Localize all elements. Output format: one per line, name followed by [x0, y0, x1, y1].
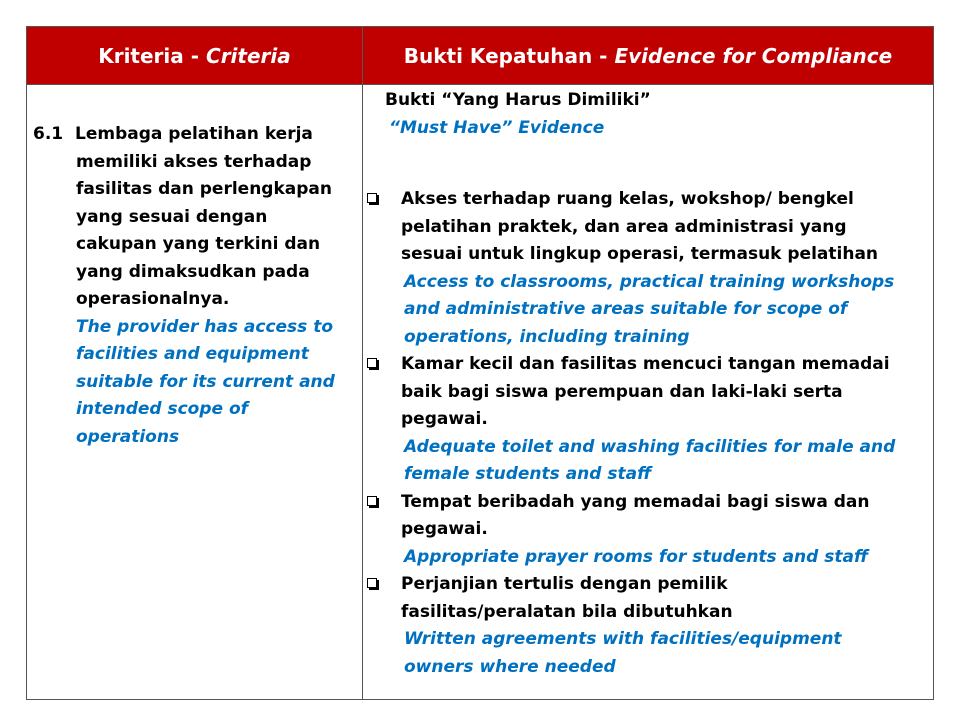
evidence-line: Perjanjian tertulis dengan pemilik [401, 574, 728, 594]
checkbox-bullet-icon [367, 496, 377, 506]
evidence-heading: Bukti “Yang Harus Dimiliki” [385, 90, 651, 110]
evidence-line: pelatihan praktek, dan area administrasi yang [401, 216, 847, 237]
evidence-line: Kamar kecil dan fasilitas mencuci tangan memadai [401, 354, 890, 374]
criteria-cell [33, 121, 358, 451]
header-criteria [27, 27, 362, 85]
criterion-line [33, 121, 358, 149]
column-divider [362, 27, 363, 699]
evidence-english-line: operations, including training [404, 326, 690, 347]
evidence-cell [367, 85, 933, 681]
criterion-english-line: intended scope of [76, 399, 249, 419]
header-evidence [363, 27, 933, 85]
criterion-line: yang dimaksudkan pada [76, 261, 310, 282]
compliance-table [26, 26, 934, 700]
criterion-line: yang sesuai dengan [76, 206, 268, 227]
evidence-english-line: Adequate toilet and washing facilities for male and [404, 436, 896, 457]
header-evidence-italic: Evidence for Compliance [614, 44, 893, 68]
criterion-line: fasilitas dan perlengkapan [76, 179, 332, 199]
evidence-line: pegawai. [401, 409, 488, 429]
evidence-item [367, 186, 933, 351]
evidence-english-line: and administrative areas suitable for scope of [404, 299, 848, 319]
checkbox-bullet-icon [367, 358, 377, 368]
evidence-line: fasilitas/peralatan bila dibutuhkan [401, 601, 733, 622]
evidence-line: sesuai untuk lingkup operasi, termasuk pelatihan [401, 244, 879, 264]
evidence-heading-english: “Must Have” Evidence [389, 117, 605, 138]
evidence-item [367, 489, 933, 572]
criterion-english-line: facilities and equipment [76, 344, 309, 364]
evidence-english-line: female students and staff [404, 464, 652, 484]
criterion-number: 6.1 [33, 124, 64, 144]
evidence-line: Tempat beribadah yang memadai bagi siswa dan [401, 491, 870, 512]
checkbox-bullet-icon [367, 193, 377, 203]
criterion-english-line: operations [76, 426, 180, 447]
evidence-line: Akses terhadap ruang kelas, wokshop/ bengkel [401, 189, 854, 209]
criterion-line: cakupan yang terkini dan [76, 234, 321, 254]
evidence-english-line: owners where needed [404, 656, 616, 677]
evidence-line: baik bagi siswa perempuan dan laki-laki serta [401, 381, 843, 402]
header-criteria-italic: Criteria [206, 44, 291, 68]
criterion-line: memiliki akses terhadap [76, 151, 312, 172]
criterion-text: Lembaga pelatihan kerja [75, 124, 313, 144]
evidence-english-line: Written agreements with facilities/equipment [404, 629, 842, 649]
header-evidence-label: Bukti Kepatuhan - [403, 44, 615, 68]
evidence-english-line: Appropriate prayer rooms for students and staff [404, 546, 869, 567]
criterion-line: operasionalnya. [76, 289, 230, 309]
criterion-english-line: suitable for its current and [76, 371, 335, 392]
table-header [27, 27, 933, 85]
criterion-english-line: The provider has access to [76, 316, 334, 337]
checkbox-bullet-icon [367, 578, 377, 588]
evidence-english-line: Access to classrooms, practical training workshops [404, 271, 895, 292]
header-criteria-label: Kriteria - [98, 44, 207, 68]
evidence-item [367, 571, 933, 681]
evidence-item [367, 351, 933, 489]
evidence-line: pegawai. [401, 519, 488, 539]
